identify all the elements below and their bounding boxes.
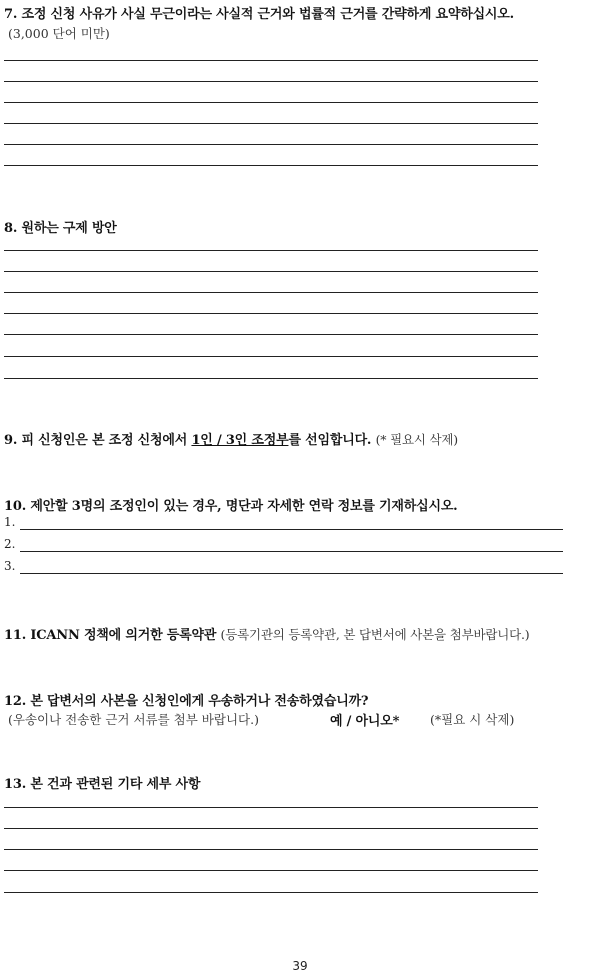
q8-title: 8. 원하는 구제 방안	[4, 221, 117, 236]
q10-item-1-line[interactable]	[20, 529, 563, 530]
q10-item-2-number: 2.	[4, 537, 16, 551]
q9-note: (* 필요시 삭제)	[375, 432, 458, 447]
q11-note: (등록기관의 등록약관, 본 답변서에 사본을 첨부바랍니다.)	[220, 627, 530, 642]
q10-item-3-line[interactable]	[20, 573, 563, 574]
q12-title: 12. 본 답변서의 사본을 신청인에게 우송하거나 전송하였습니까?	[4, 694, 369, 709]
q10-item-1-number: 1.	[4, 515, 16, 529]
q13-answer-line-5[interactable]	[4, 892, 538, 893]
q7-answer-line-2[interactable]	[4, 81, 538, 82]
q8-answer-line-2[interactable]	[4, 271, 538, 272]
q13-title: 13. 본 건과 관련된 기타 세부 사항	[4, 777, 201, 792]
q7-answer-line-3[interactable]	[4, 102, 538, 103]
q12-answer-note: (*필요 시 삭제)	[430, 712, 515, 727]
q7-answer-line-1[interactable]	[4, 60, 538, 61]
q13-answer-line-1[interactable]	[4, 807, 538, 808]
q10-title: 10. 제안할 3명의 조정인이 있는 경우, 명단과 자세한 연락 정보를 기재하십시오.	[4, 499, 458, 514]
q9-prefix: 9. 피 신청인은 본 조정 신청에서	[4, 433, 192, 448]
q8-answer-line-3[interactable]	[4, 292, 538, 293]
q7-answer-line-4[interactable]	[4, 123, 538, 124]
q7-title: 7. 조정 신청 사유가 사실 무근이라는 사실적 근거와 법률적 근거를 간략하게 요약하십시오.	[4, 7, 514, 22]
q13-answer-line-3[interactable]	[4, 849, 538, 850]
q9-panel-choice: 1인 / 3인 조정부	[191, 433, 289, 448]
q9-statement	[4, 429, 458, 448]
q12-answer: 예 / 아니오*	[330, 714, 400, 729]
q8-answer-line-5[interactable]	[4, 334, 538, 335]
q8-answer-line-6[interactable]	[4, 356, 538, 357]
q8-answer-line-1[interactable]	[4, 250, 538, 251]
q13-answer-line-4[interactable]	[4, 870, 538, 871]
q8-answer-line-4[interactable]	[4, 313, 538, 314]
q8-answer-line-7[interactable]	[4, 378, 538, 379]
q10-item-2-line[interactable]	[20, 551, 563, 552]
q7-answer-line-6[interactable]	[4, 165, 538, 166]
q11-statement	[4, 624, 529, 643]
q9-suffix: 를 선임합니다.	[288, 433, 372, 448]
q11-title: 11. ICANN 정책에 의거한 등록약관	[4, 628, 217, 643]
q13-answer-line-2[interactable]	[4, 828, 538, 829]
q10-item-3-number: 3.	[4, 559, 16, 573]
q12-note: (우송이나 전송한 근거 서류를 첨부 바랍니다.)	[8, 712, 259, 727]
page-number: 39	[292, 959, 308, 973]
q7-answer-line-5[interactable]	[4, 144, 538, 145]
q7-note: (3,000 단어 미만)	[8, 26, 110, 41]
